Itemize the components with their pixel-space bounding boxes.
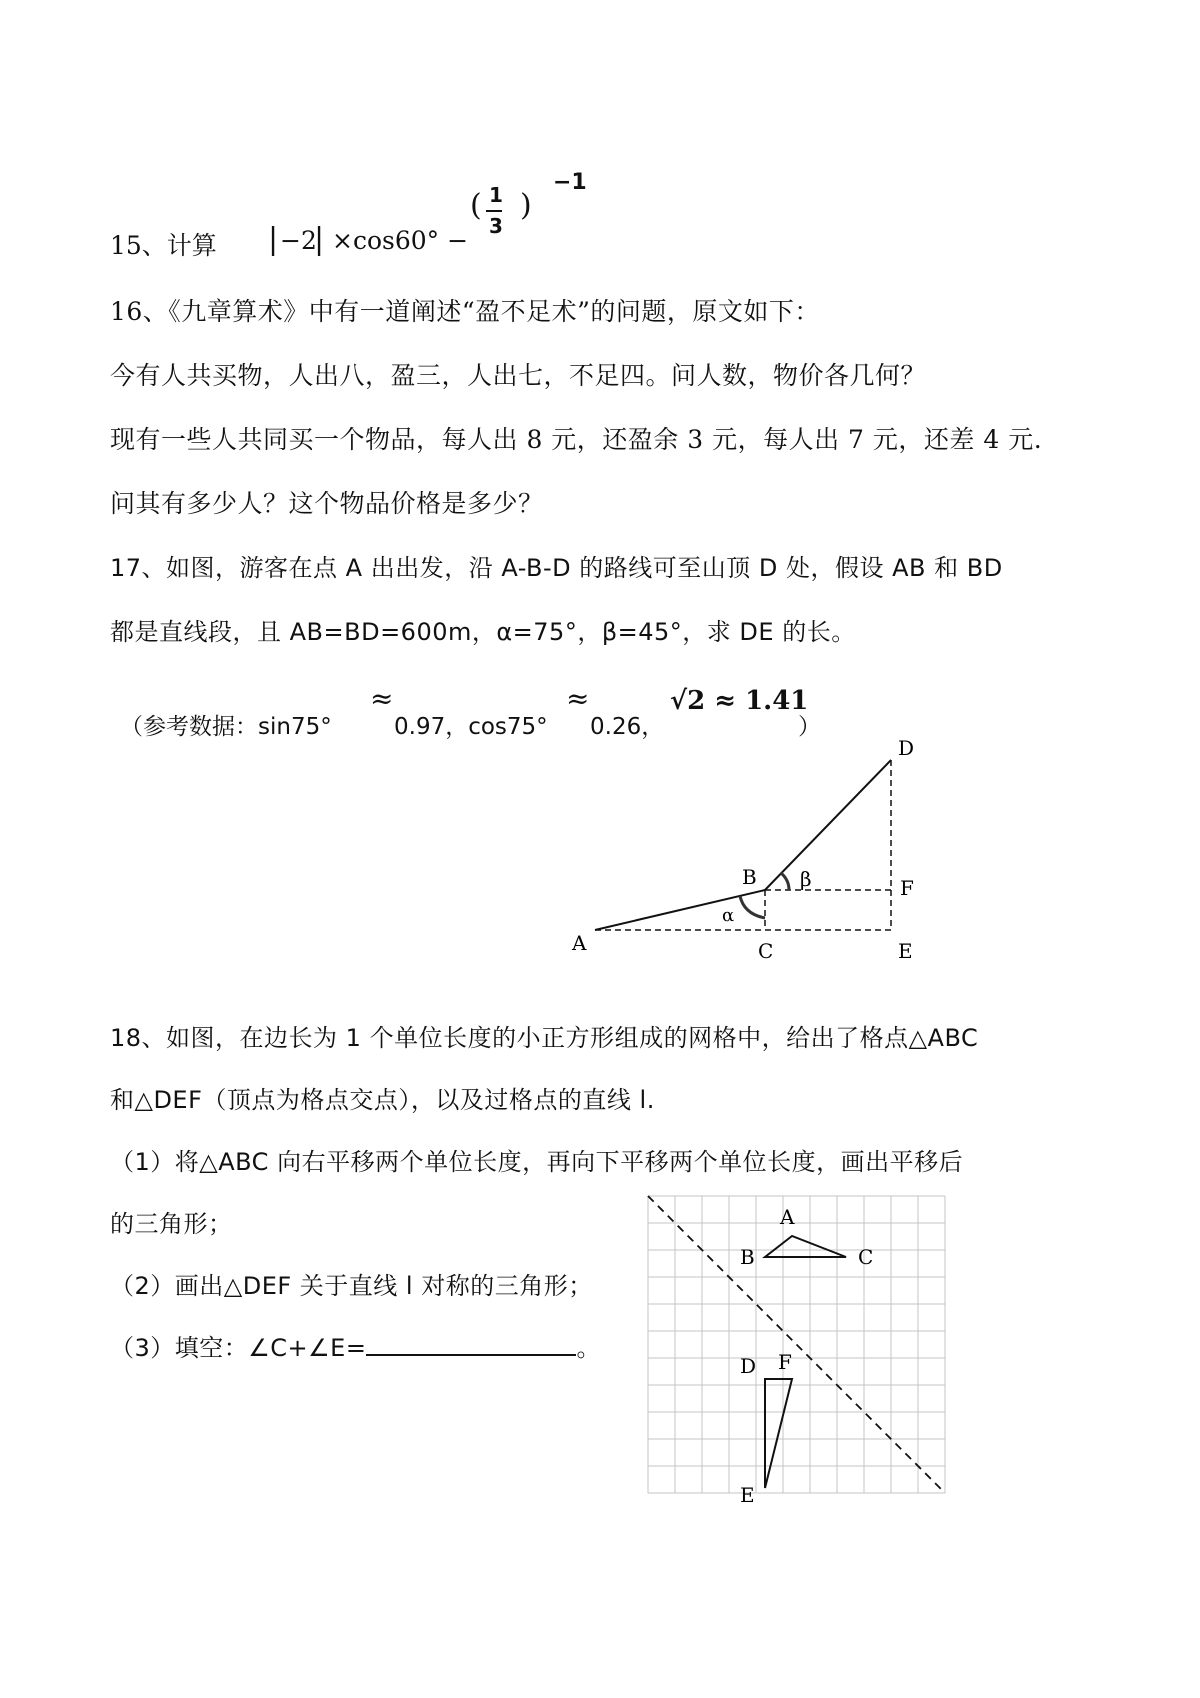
label-beta: β xyxy=(800,867,812,891)
frac-bar xyxy=(486,210,502,212)
label-D: D xyxy=(898,736,915,760)
q18-line1: 18、如图，在边长为 1 个单位长度的小正方形组成的网格中，给出了格点△ABC xyxy=(110,1024,979,1052)
grid-diagram xyxy=(640,1188,950,1508)
frac-paren-right: ) xyxy=(520,188,532,223)
label-E: E xyxy=(898,939,913,963)
q18-part3-text: （3）填空：∠C+∠E= xyxy=(110,1334,367,1362)
answer-blank[interactable] xyxy=(366,1334,576,1356)
abs-bar-left: | xyxy=(268,222,279,257)
triangle-DEF xyxy=(765,1379,792,1488)
q17-line2: 都是直线段，且 AB=BD=600m，α=75°，β=45°，求 DE 的长。 xyxy=(110,618,856,646)
q18-part3 xyxy=(110,1328,601,1363)
q17-line1: 17、如图，游客在点 A 出出发，沿 A-B-D 的路线可至山顶 D 处，假设 AB 和 BD xyxy=(110,554,1003,582)
grid-label-D: D xyxy=(740,1354,757,1378)
frac-paren-left: ( xyxy=(470,188,482,223)
q18-part1-a: （1）将△ABC 向右平移两个单位长度，再向下平移两个单位长度，画出平移后 xyxy=(110,1148,964,1176)
label-alpha: α xyxy=(722,905,735,926)
grid-label-B: B xyxy=(740,1245,755,1269)
q16-line3: 现有一些人共同买一个物品，每人出 8 元，还盈余 3 元，每人出 7 元，还差 4 元. xyxy=(110,425,1043,454)
alpha-arc xyxy=(740,896,765,918)
q18-part1-b: 的三角形； xyxy=(110,1210,233,1238)
triangle-ABC xyxy=(765,1236,846,1257)
q18-part2: （2）画出△DEF 关于直线 l 对称的三角形； xyxy=(110,1272,593,1300)
ref-prefix: （参考数据：sin75° xyxy=(120,714,332,740)
approx-sign-2: ≈ xyxy=(566,682,590,715)
grid-label-A: A xyxy=(780,1205,795,1229)
abs-value: −2 xyxy=(280,226,317,255)
frac-denominator: 3 xyxy=(489,214,503,238)
ref-val-1: 0.97，cos75° xyxy=(394,714,548,740)
q16-line1: 16、《九章算术》中有一道阐述“盈不足术”的问题，原文如下： xyxy=(110,297,820,326)
label-F: F xyxy=(900,876,914,900)
abs-bar-right: | xyxy=(314,222,325,257)
q15-label: 15、计算 xyxy=(110,231,217,260)
label-A: A xyxy=(572,931,587,955)
exponent: −1 xyxy=(553,170,587,195)
segment-BD xyxy=(765,760,891,890)
q18-part3-end: 。 xyxy=(576,1334,601,1362)
frac-numerator: 1 xyxy=(489,183,503,207)
slope-diagram xyxy=(560,725,920,965)
approx-sign-1: ≈ xyxy=(370,682,394,715)
ref-val-2: 0.26， xyxy=(590,714,665,740)
cos-term: ×cos60° − xyxy=(332,226,469,255)
q16-line2: 今有人共买物，人出八，盈三，人出七，不足四。问人数，物价各几何？ xyxy=(110,361,927,390)
q16-line4: 问其有多少人？这个物品价格是多少？ xyxy=(110,489,544,518)
beta-arc xyxy=(781,873,789,890)
line-l xyxy=(648,1196,944,1492)
sqrt2-approx: √2 ≈ 1.41 xyxy=(670,686,809,716)
segment-AB xyxy=(595,890,765,930)
grid-label-E: E xyxy=(740,1483,755,1507)
q18-line2: 和△DEF（顶点为格点交点），以及过格点的直线 l. xyxy=(110,1086,655,1114)
ref-suffix: ） xyxy=(798,714,821,740)
grid-label-F: F xyxy=(778,1350,792,1374)
grid-label-C: C xyxy=(858,1245,874,1269)
label-B: B xyxy=(742,865,757,889)
label-C: C xyxy=(758,939,774,963)
